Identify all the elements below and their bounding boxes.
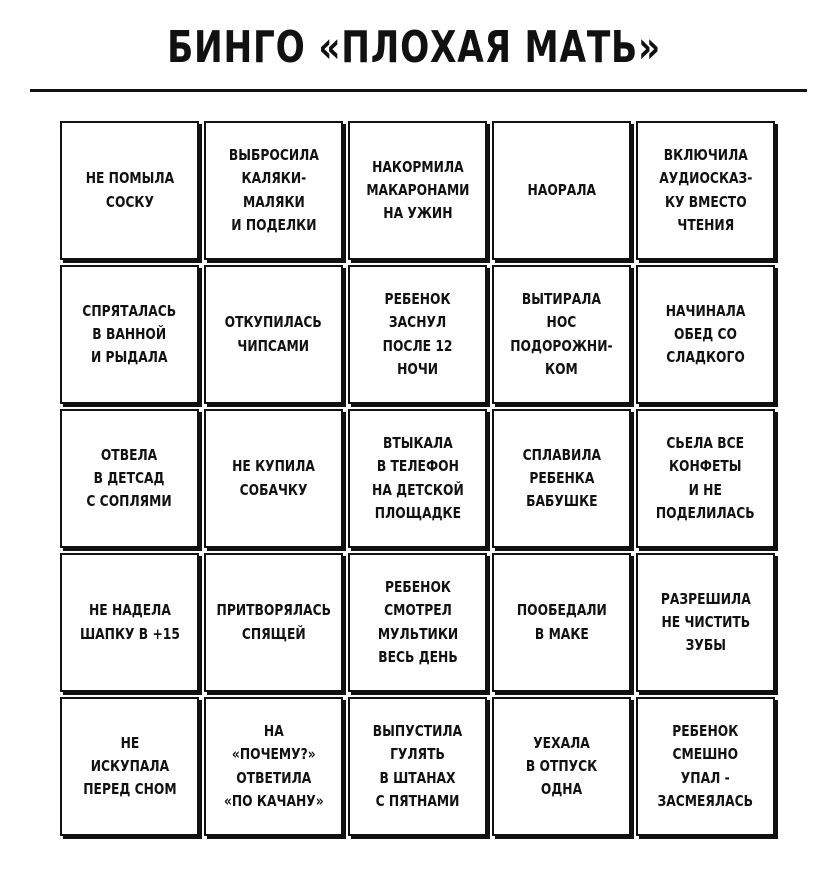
bingo-cell-label: ВЫБРОСИЛА КАЛЯКИ- МАЛЯКИ И ПОДЕЛКИ bbox=[228, 146, 319, 234]
bingo-cell-label: ВЫТИРАЛА НОС ПОДОРОЖНИ- КОМ bbox=[510, 290, 613, 378]
bingo-cell-label: СПРЯТАЛАСЬ В ВАННОЙ И РЫДАЛА bbox=[82, 301, 177, 367]
bingo-cell-label: ВКЛЮЧИЛА АУДИОСКАЗ- КУ ВМЕСТО ЧТЕНИЯ bbox=[658, 146, 753, 234]
bingo-cell-label: РЕБЕНОК СМЕШНО УПАЛ - ЗАСМЕЯЛАСЬ bbox=[657, 722, 754, 810]
bingo-cell[interactable] bbox=[204, 553, 343, 692]
bingo-cell[interactable] bbox=[60, 697, 199, 836]
bingo-cell-label: ВТЫКАЛА В ТЕЛЕФОН НА ДЕТСКОЙ ПЛОЩАДКЕ bbox=[371, 434, 464, 522]
bingo-cell[interactable] bbox=[204, 265, 343, 404]
bingo-cell[interactable] bbox=[636, 409, 775, 548]
bingo-cell-label: НЕ КУПИЛА СОБАЧКУ bbox=[232, 457, 315, 499]
bingo-cell[interactable] bbox=[492, 409, 631, 548]
bingo-cell[interactable] bbox=[492, 265, 631, 404]
bingo-cell-label: НАКОРМИЛА МАКАРОНАМИ НА УЖИН bbox=[365, 157, 470, 223]
page-title: БИНГО «ПЛОХАЯ МАТЬ» bbox=[167, 22, 661, 73]
bingo-cell-label: ПРИТВОРЯЛАСЬ СПЯЩЕЙ bbox=[216, 601, 331, 643]
bingo-cell-label: НЕ ПОМЫЛА СОСКУ bbox=[85, 169, 174, 211]
bingo-cell[interactable] bbox=[636, 121, 775, 260]
bingo-grid bbox=[60, 121, 776, 837]
bingo-cell[interactable] bbox=[204, 409, 343, 548]
bingo-cell-label: НЕ НАДЕЛА ШАПКУ В +15 bbox=[79, 601, 180, 643]
bingo-cell-label: УЕХАЛА В ОТПУСК ОДНА bbox=[525, 733, 598, 799]
bingo-cell[interactable] bbox=[60, 265, 199, 404]
bingo-cell[interactable] bbox=[492, 553, 631, 692]
bingo-cell-label: НА «ПОЧЕМУ?» ОТВЕТИЛА «ПО КАЧАНУ» bbox=[223, 722, 324, 810]
bingo-cell[interactable] bbox=[636, 553, 775, 692]
bingo-cell[interactable] bbox=[348, 265, 487, 404]
bingo-cell-label: СПЛАВИЛА РЕБЕНКА БАБУШКЕ bbox=[522, 445, 601, 511]
bingo-cell-label: НАОРАЛА bbox=[527, 180, 596, 199]
bingo-cell-label: ПООБЕДАЛИ В МАКЕ bbox=[516, 601, 607, 643]
bingo-cell[interactable] bbox=[348, 697, 487, 836]
bingo-cell[interactable] bbox=[636, 697, 775, 836]
bingo-cell[interactable] bbox=[60, 121, 199, 260]
bingo-cell[interactable] bbox=[60, 409, 199, 548]
bingo-cell[interactable] bbox=[492, 697, 631, 836]
bingo-cell[interactable] bbox=[204, 121, 343, 260]
bingo-cell-label: РЕБЕНОК СМОТРЕЛ МУЛЬТИКИ ВЕСЬ ДЕНЬ bbox=[377, 578, 458, 666]
bingo-cell[interactable] bbox=[60, 553, 199, 692]
title-divider bbox=[30, 89, 807, 92]
bingo-cell-label: РЕБЕНОК ЗАСНУЛ ПОСЛЕ 12 НОЧИ bbox=[382, 290, 453, 378]
bingo-cell-label: НАЧИНАЛА ОБЕД СО СЛАДКОГО bbox=[665, 301, 746, 367]
bingo-cell[interactable] bbox=[348, 409, 487, 548]
bingo-cell-label: РАЗРЕШИЛА НЕ ЧИСТИТЬ ЗУБЫ bbox=[660, 589, 751, 655]
bingo-cell[interactable] bbox=[492, 121, 631, 260]
bingo-cell-label: СЬЕЛА ВСЕ КОНФЕТЫ И НЕ ПОДЕЛИЛАСЬ bbox=[656, 434, 755, 522]
bingo-cell[interactable] bbox=[636, 265, 775, 404]
bingo-cell-label: НЕ ИСКУПАЛА ПЕРЕД СНОМ bbox=[82, 733, 177, 799]
bingo-cell-label: ОТВЕЛА В ДЕТСАД С СОПЛЯМИ bbox=[86, 445, 173, 511]
bingo-cell-label: ОТКУПИЛАСЬ ЧИПСАМИ bbox=[224, 313, 323, 355]
bingo-cell[interactable] bbox=[348, 553, 487, 692]
bingo-cell-label: ВЫПУСТИЛА ГУЛЯТЬ В ШТАНАХ С ПЯТНАМИ bbox=[372, 722, 463, 810]
bingo-cell[interactable] bbox=[348, 121, 487, 260]
bingo-cell[interactable] bbox=[204, 697, 343, 836]
